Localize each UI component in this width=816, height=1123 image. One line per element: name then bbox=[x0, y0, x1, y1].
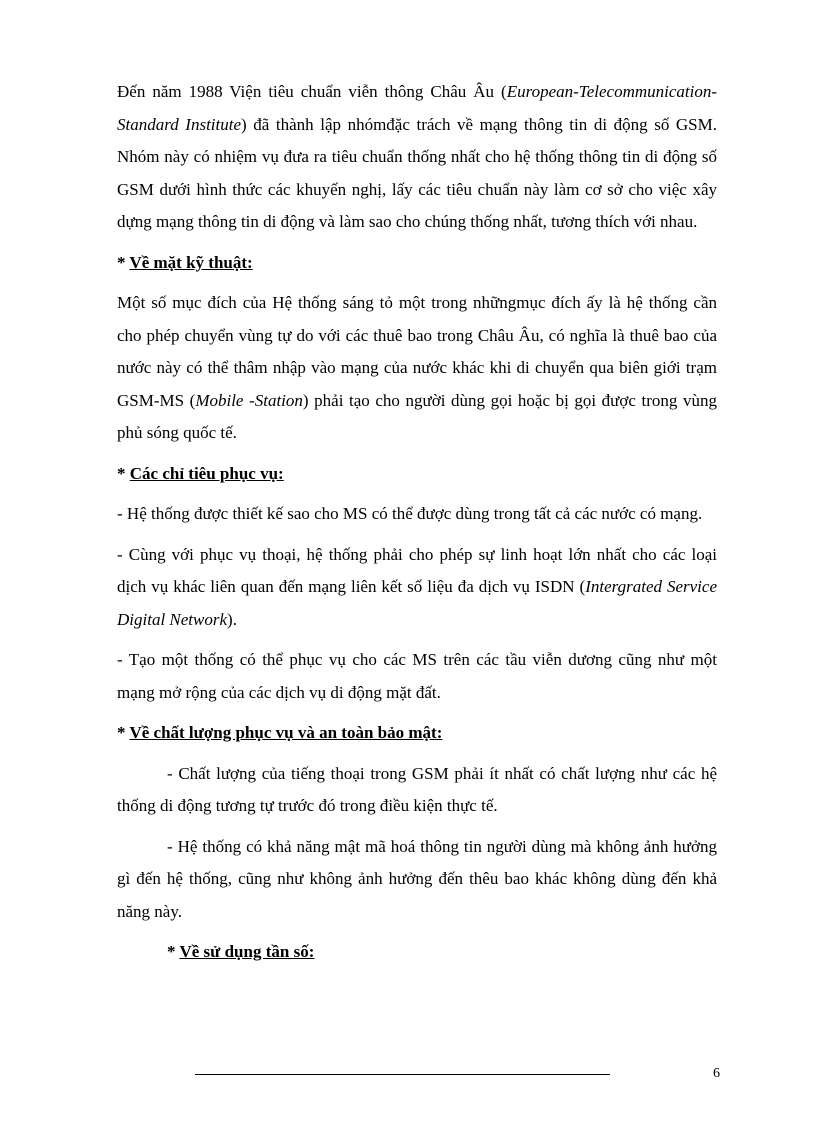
heading-quality-security: * Về chất lượng phục vụ và an toàn bảo mật: bbox=[117, 723, 443, 742]
etsi-full-name: European-Telecommunication-Standard Institute bbox=[117, 82, 717, 134]
paragraph-service-3: - Tạo một thống có thể phục vụ cho các MS trên các tầu viễn dương cũng như một mạng mở rộng của các dịch vụ di động mặt đất. bbox=[117, 650, 717, 702]
mobile-station-term: Mobile -Station bbox=[195, 390, 303, 410]
paragraph-quality-1: - Chất lượng của tiếng thoại trong GSM phải ít nhất có chất lượng như các hệ thống di động tương tự trước đó trong điều kiện thực tế. bbox=[117, 763, 717, 815]
isdn-full-name: Intergrated Service Digital Network bbox=[117, 577, 717, 629]
paragraph-technical: Một số mục đích của Hệ thống sáng tỏ một trong nhữngmục đích ấy là hệ thống cần cho phép chuyển vùng tự do với các thuê bao trong Châu Âu, có nghĩa là thuê bao của nước này có thể thâm nhập vào mạng của nước khác khi di chuyển qua biên giới trạm GSM-MS (Mobile -Station) phải tạo cho người dùng gọi hoặc bị gọi được trong vùng phủ sóng quốc tế. bbox=[117, 293, 717, 442]
paragraph-etsi-intro: Đến năm 1988 Viện tiêu chuẩn viễn thông Châu Âu (European-Telecommunication-Standard Institute) đã thành lập nhómđặc trách về mạng thông tin di động số GSM. Nhóm này có nhiệm vụ đưa ra tiêu chuẩn thống nhất cho hệ thống thông tin di động số GSM dưới hình thức các khuyến nghị, lấy các tiêu chuẩn này làm cơ sở cho việc xây dựng mạng thông tin di động và làm sao cho chúng thống nhất, tương thích với nhau. bbox=[117, 82, 717, 231]
heading-service-criteria: * Các chỉ tiêu phục vụ: bbox=[117, 463, 284, 483]
heading-technical: * Về mặt kỹ thuật: bbox=[117, 252, 253, 272]
footer-divider bbox=[195, 1074, 610, 1075]
paragraph-service-2: - Cùng với phục vụ thoại, hệ thống phải cho phép sự linh hoạt lớn nhất cho các loại dịch vụ khác liên quan đến mạng liên kết số liệu đa dịch vụ ISDN (Intergrated Service Digital Network). bbox=[117, 544, 717, 629]
heading-frequency-use: * Về sử dụng tần số: bbox=[167, 942, 315, 961]
page-number: 6 bbox=[713, 1066, 720, 1081]
paragraph-service-1: - Hệ thống được thiết kế sao cho MS có thể được dùng trong tất cả các nước có mạng. bbox=[117, 504, 703, 523]
page-body bbox=[117, 76, 717, 969]
paragraph-quality-2: - Hệ thống có khả năng mật mã hoá thông tin người dùng mà không ảnh hưởng gì đến hệ thống, cũng như không ảnh hưởng đến thêu bao khác không dùng đến khả năng này. bbox=[117, 836, 717, 921]
